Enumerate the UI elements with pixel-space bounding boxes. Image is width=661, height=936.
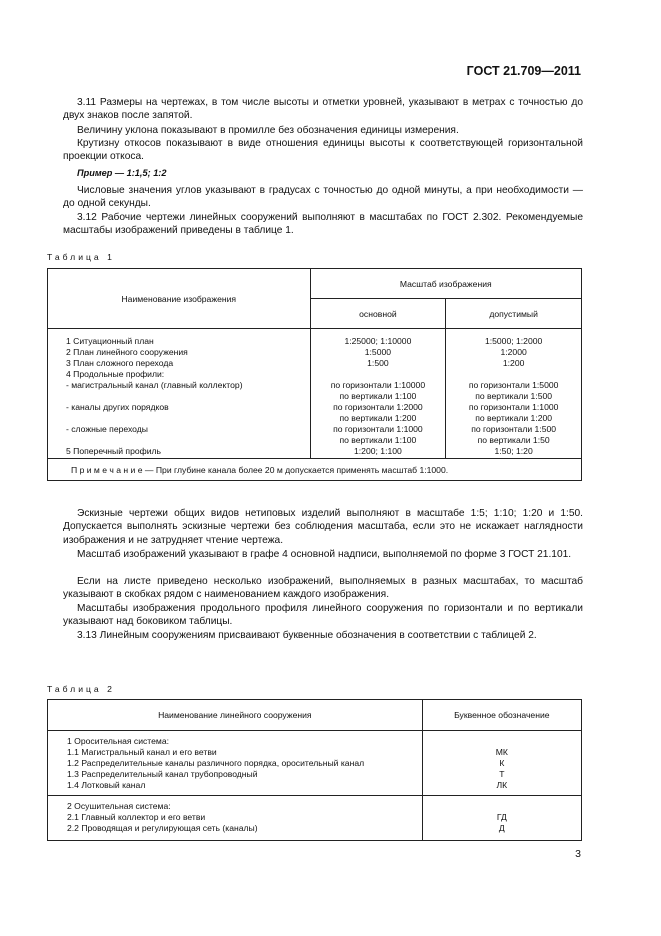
paragraph-profile-scales: Масштабы изображения продольного профиля линейного сооружения по горизонтали и по вертикали указывают над боковиком таблицы. <box>63 603 583 628</box>
table-cell: 1:25000; 1:10000 <box>344 336 412 346</box>
table-row: 2 Осушительная система: <box>67 801 171 811</box>
table-cell <box>446 369 581 380</box>
paragraph-3-11: 3.11 Размеры на чертежах, в том числе высоты и отметки уровней, указывают в метрах с точностью до двух знаков после запятой. <box>63 97 583 122</box>
page-number: 3 <box>575 848 581 860</box>
paragraph-3-13: 3.13 Линейным сооружениям присваивают буквенные обозначения в соответствии с таблицей 2. <box>77 630 537 641</box>
table-row: 5 Поперечный профиль <box>66 446 161 456</box>
table-row <box>66 435 310 446</box>
paragraph-embankment: Крутизну откосов показывают в виде отношения единицы высоты к соответствующей горизонтальной проекции откоса. <box>63 138 583 163</box>
table-row: 1.1 Магистральный канал и его ветви <box>67 747 217 757</box>
table-row <box>66 391 310 402</box>
table-cell: 1:5000; 1:2000 <box>484 336 543 346</box>
table-cell: 1:200; 1:100 <box>354 446 402 456</box>
table2-group2-codes <box>422 796 581 841</box>
table2-group2-names <box>48 796 423 841</box>
paragraph-slope: Величину уклона показывают в промилле без обозначения единицы измерения. <box>77 125 459 136</box>
table-row: - сложные переходы <box>66 424 148 434</box>
designation-table <box>47 699 582 841</box>
scale-table <box>47 268 582 481</box>
paragraph-scale-field: Масштаб изображений указывают в графе 4 основной надписи, выполняемой по форме 3 ГОСТ 21.101. <box>77 549 572 560</box>
table-cell <box>423 736 581 747</box>
paragraph-sketch-scale: Эскизные чертежи общих видов нетиповых изделий выполняют в масштабе 1:5; 1:10; 1:20 и 1:50. Допускается выполнять эскизные чертежи без соблюдения масштаба, если это не искажает наглядности изображения и не затрудняет чтение чертежа. <box>63 508 583 546</box>
table-cell: по вертикали 1:200 <box>475 413 553 423</box>
table-row: 2.2 Проводящая и регулирующая сеть (каналы) <box>67 823 258 833</box>
table-cell: 1:2000 <box>500 347 527 357</box>
table2-caption: Таблица 2 <box>47 684 115 694</box>
table-cell: по горизонтали 1:10000 <box>330 380 426 390</box>
table-cell: по вертикали 1:100 <box>339 391 417 401</box>
table1-names-col <box>48 329 311 459</box>
table-cell <box>423 801 581 812</box>
table2-group1-names <box>48 731 423 796</box>
table2-head-name: Наименование линейного сооружения <box>48 700 423 731</box>
table1-head-name: Наименование изображения <box>48 269 311 329</box>
table-cell: Д <box>498 823 505 833</box>
table-cell: по горизонтали 1:500 <box>471 424 557 434</box>
table-cell: ГД <box>496 812 507 822</box>
table1-caption: Таблица 1 <box>47 252 115 262</box>
paragraph-3-12: 3.12 Рабочие чертежи линейных сооружений выполняют в масштабах по ГОСТ 2.302. Рекомендуемые масштабы изображений приведены в таблице 1. <box>63 212 583 237</box>
table-cell: Т <box>499 769 505 779</box>
table-row: 2.1 Главный коллектор и его ветви <box>67 812 206 822</box>
table-cell: по вертикали 1:50 <box>477 435 550 445</box>
table-cell: 1:50; 1:20 <box>494 446 533 456</box>
table1-allowed-col <box>446 329 582 459</box>
table-cell: по горизонтали 1:5000 <box>468 380 559 390</box>
document-code-header: ГОСТ 21.709—2011 <box>466 64 581 78</box>
table-cell: 1:200 <box>502 358 525 368</box>
table-row: 3 План сложного перехода <box>66 358 174 368</box>
table-row: 1 Оросительная система: <box>67 736 169 746</box>
table-cell: по горизонтали 1:1000 <box>333 424 423 434</box>
table-cell <box>311 369 446 380</box>
table-row <box>66 413 310 424</box>
table-cell: ЛК <box>496 780 508 790</box>
table-cell: по горизонтали 1:1000 <box>468 402 559 412</box>
table-row: 4 Продольные профили: <box>66 369 165 379</box>
table-row: 1.3 Распределительный канал трубопроводный <box>67 769 258 779</box>
table-row: 1.2 Распределительные каналы различного порядка, оросительный канал <box>67 758 365 768</box>
table1-head-allowed: допустимый <box>446 299 582 329</box>
table1-head-main: основной <box>310 299 446 329</box>
table-cell: по вертикали 1:200 <box>339 413 417 423</box>
table1-note: П р и м е ч а н и е — При глубине канала более 20 м допускается применять масштаб 1:1000. <box>48 459 582 481</box>
table-cell: по горизонтали 1:2000 <box>333 402 423 412</box>
table2-head-code: Буквенное обозначение <box>422 700 581 731</box>
table-cell: К <box>499 758 505 768</box>
table-row: 1 Ситуационный план <box>66 336 154 346</box>
table-cell: по вертикали 1:500 <box>475 391 553 401</box>
table1-main-col <box>310 329 446 459</box>
table-cell: по вертикали 1:100 <box>339 435 417 445</box>
table2-group1-codes <box>422 731 581 796</box>
paragraph-angles: Числовые значения углов указывают в градусах с точностью до одной минуты, а при необходимости — до одной секунды. <box>63 185 583 210</box>
table-row: 2 План линейного сооружения <box>66 347 188 357</box>
table-cell: МК <box>495 747 508 757</box>
table-row: - каналы других порядков <box>66 402 169 412</box>
table-row: - магистральный канал (главный коллектор) <box>66 380 243 390</box>
table-cell: 1:500 <box>367 358 389 368</box>
table-cell: 1:5000 <box>364 347 392 357</box>
table1-head-scale: Масштаб изображения <box>310 269 581 299</box>
table-row: 1.4 Лотковый канал <box>67 780 146 790</box>
example-text: Пример — 1:1,5; 1:2 <box>77 168 167 178</box>
paragraph-multiple-scales: Если на листе приведено несколько изображений, выполняемых в разных масштабах, то масштаб указывают в скобках рядом с наименованием каждого изображения. <box>63 576 583 601</box>
